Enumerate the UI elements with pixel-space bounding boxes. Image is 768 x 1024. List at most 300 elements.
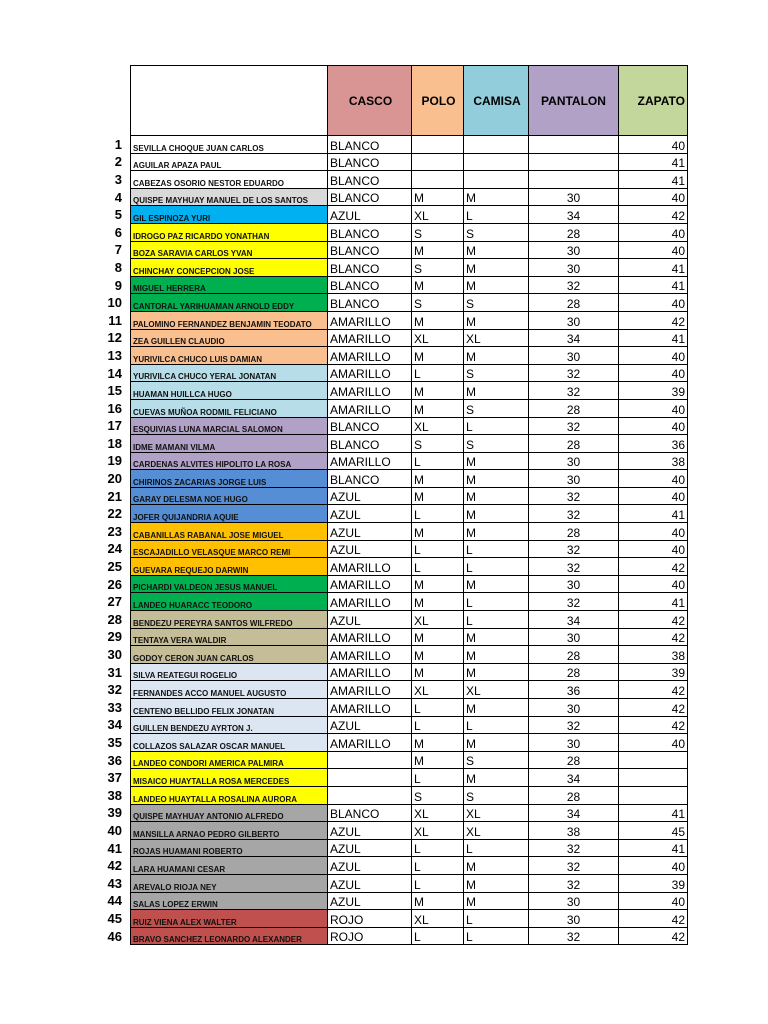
pantalon-cell: 32 xyxy=(529,505,619,523)
casco-cell: AZUL xyxy=(328,822,412,840)
casco-cell xyxy=(328,769,412,787)
casco-cell: BLANCO xyxy=(328,171,412,189)
pantalon-cell xyxy=(529,153,619,171)
casco-cell: AMARILLO xyxy=(328,329,412,347)
employee-name-cell: CHIRINOS ZACARIAS JORGE LUIS xyxy=(131,470,328,488)
row-number: 23 xyxy=(107,523,122,539)
table-row xyxy=(90,628,688,646)
polo-cell: M xyxy=(412,663,464,681)
zapato-header: ZAPATO xyxy=(619,66,688,136)
casco-cell: BLANCO xyxy=(328,136,412,154)
table-row xyxy=(90,435,688,453)
casco-cell: AZUL xyxy=(328,540,412,558)
pantalon-cell: 30 xyxy=(529,699,619,717)
zapato-cell: 40 xyxy=(619,188,688,206)
employee-name-cell: LANDEO HUARACC TEODORO xyxy=(131,593,328,611)
table-row xyxy=(90,364,688,382)
polo-cell: XL xyxy=(412,804,464,822)
row-number: 1 xyxy=(114,136,122,152)
pantalon-cell: 28 xyxy=(529,663,619,681)
employee-name-cell: QUISPE MAYHUAY MANUEL DE LOS SANTOS xyxy=(131,188,328,206)
table-row xyxy=(90,804,688,822)
pantalon-cell: 32 xyxy=(529,540,619,558)
polo-cell: M xyxy=(412,311,464,329)
table-body xyxy=(90,136,688,945)
pantalon-cell: 30 xyxy=(529,241,619,259)
polo-cell: M xyxy=(412,188,464,206)
camisa-cell: XL xyxy=(464,822,529,840)
table-row xyxy=(90,382,688,400)
employee-name-cell: RUIZ VIENA ALEX WALTER xyxy=(131,910,328,928)
row-number: 9 xyxy=(114,277,122,293)
polo-cell: S xyxy=(412,435,464,453)
pantalon-cell: 34 xyxy=(529,611,619,629)
pantalon-cell: 32 xyxy=(529,558,619,576)
casco-cell: AMARILLO xyxy=(328,382,412,400)
zapato-cell: 42 xyxy=(619,628,688,646)
zapato-cell: 40 xyxy=(619,487,688,505)
zapato-cell: 41 xyxy=(619,153,688,171)
employee-name-cell: QUISPE MAYHUAY ANTONIO ALFREDO xyxy=(131,804,328,822)
table-row xyxy=(90,171,688,189)
polo-cell: L xyxy=(412,364,464,382)
camisa-cell: S xyxy=(464,294,529,312)
polo-cell: S xyxy=(412,223,464,241)
camisa-cell: M xyxy=(464,628,529,646)
camisa-cell: M xyxy=(464,347,529,365)
row-number: 12 xyxy=(107,330,122,346)
row-number: 42 xyxy=(107,858,122,874)
row-number: 29 xyxy=(107,629,122,645)
zapato-cell: 40 xyxy=(619,857,688,875)
table-row xyxy=(90,839,688,857)
zapato-cell: 40 xyxy=(619,241,688,259)
polo-cell: L xyxy=(412,769,464,787)
camisa-header: CAMISA xyxy=(464,66,529,136)
zapato-cell xyxy=(619,751,688,769)
row-number: 39 xyxy=(107,805,122,821)
row-number: 14 xyxy=(107,365,122,381)
row-number: 10 xyxy=(107,295,122,311)
zapato-cell: 39 xyxy=(619,663,688,681)
zapato-cell: 41 xyxy=(619,259,688,277)
pantalon-cell xyxy=(529,171,619,189)
pantalon-cell: 30 xyxy=(529,910,619,928)
polo-cell: M xyxy=(412,751,464,769)
casco-cell: AZUL xyxy=(328,206,412,224)
polo-cell: M xyxy=(412,892,464,910)
pantalon-cell: 34 xyxy=(529,329,619,347)
row-number: 17 xyxy=(107,418,122,434)
casco-cell: AMARILLO xyxy=(328,575,412,593)
row-number: 7 xyxy=(114,242,122,258)
pantalon-cell: 30 xyxy=(529,575,619,593)
camisa-cell: S xyxy=(464,364,529,382)
row-number: 22 xyxy=(107,506,122,522)
camisa-cell: S xyxy=(464,223,529,241)
casco-cell: BLANCO xyxy=(328,241,412,259)
polo-cell xyxy=(412,136,464,154)
table-row xyxy=(90,593,688,611)
casco-cell: BLANCO xyxy=(328,276,412,294)
pantalon-cell: 32 xyxy=(529,382,619,400)
employee-name-cell: YURIVILCA CHUCO LUIS DAMIAN xyxy=(131,347,328,365)
table-row xyxy=(90,611,688,629)
employee-name-cell: GIL ESPINOZA YURI xyxy=(131,206,328,224)
polo-cell: L xyxy=(412,558,464,576)
pantalon-cell: 34 xyxy=(529,804,619,822)
row-number: 2 xyxy=(114,154,122,170)
table-row xyxy=(90,786,688,804)
employee-name-cell: CABEZAS OSORIO NESTOR EDUARDO xyxy=(131,171,328,189)
zapato-cell xyxy=(619,769,688,787)
employee-name-cell: SEVILLA CHOQUE JUAN CARLOS xyxy=(131,136,328,154)
employee-name-cell: IDME MAMANI VILMA xyxy=(131,435,328,453)
row-number: 44 xyxy=(107,893,122,909)
table-row xyxy=(90,329,688,347)
camisa-cell: S xyxy=(464,399,529,417)
table-row xyxy=(90,399,688,417)
zapato-cell: 40 xyxy=(619,470,688,488)
pantalon-cell: 28 xyxy=(529,294,619,312)
camisa-cell: M xyxy=(464,892,529,910)
camisa-cell: M xyxy=(464,188,529,206)
casco-cell: ROJO xyxy=(328,927,412,945)
camisa-cell: M xyxy=(464,505,529,523)
employee-name-cell: MIGUEL HERRERA xyxy=(131,276,328,294)
row-number: 34 xyxy=(107,717,122,733)
table-row xyxy=(90,857,688,875)
employee-name-cell: CANTORAL YARIHUAMAN ARNOLD EDDY xyxy=(131,294,328,312)
polo-cell: M xyxy=(412,470,464,488)
table-row xyxy=(90,822,688,840)
polo-cell: L xyxy=(412,452,464,470)
employee-name-cell: MISAICO HUAYTALLA ROSA MERCEDES xyxy=(131,769,328,787)
casco-cell: BLANCO xyxy=(328,294,412,312)
employee-name-cell: COLLAZOS SALAZAR OSCAR MANUEL xyxy=(131,734,328,752)
table-row xyxy=(90,699,688,717)
employee-name-cell: BENDEZU PEREYRA SANTOS WILFREDO xyxy=(131,611,328,629)
pantalon-cell: 32 xyxy=(529,276,619,294)
camisa-cell: L xyxy=(464,593,529,611)
zapato-cell: 40 xyxy=(619,136,688,154)
camisa-cell: XL xyxy=(464,329,529,347)
camisa-cell: S xyxy=(464,751,529,769)
zapato-cell: 40 xyxy=(619,399,688,417)
table-row xyxy=(90,927,688,945)
employee-name-cell: ESCAJADILLO VELASQUE MARCO REMI xyxy=(131,540,328,558)
polo-cell: M xyxy=(412,593,464,611)
camisa-cell: M xyxy=(464,874,529,892)
table-row xyxy=(90,769,688,787)
row-number: 20 xyxy=(107,471,122,487)
pantalon-cell: 32 xyxy=(529,417,619,435)
zapato-cell: 38 xyxy=(619,646,688,664)
employee-name-cell: LANDEO CONDORI AMERICA PALMIRA xyxy=(131,751,328,769)
camisa-cell: L xyxy=(464,910,529,928)
employee-name-cell: ZEA GUILLEN CLAUDIO xyxy=(131,329,328,347)
zapato-cell: 38 xyxy=(619,452,688,470)
row-number: 16 xyxy=(107,400,122,416)
polo-cell: M xyxy=(412,523,464,541)
casco-cell: BLANCO xyxy=(328,153,412,171)
camisa-cell: M xyxy=(464,452,529,470)
pantalon-cell: 28 xyxy=(529,751,619,769)
table-row xyxy=(90,188,688,206)
casco-cell: AMARILLO xyxy=(328,734,412,752)
pantalon-cell: 32 xyxy=(529,839,619,857)
zapato-cell: 40 xyxy=(619,347,688,365)
casco-cell: AZUL xyxy=(328,839,412,857)
zapato-cell: 41 xyxy=(619,804,688,822)
casco-cell: AMARILLO xyxy=(328,558,412,576)
pantalon-cell: 30 xyxy=(529,311,619,329)
table-row xyxy=(90,136,688,154)
camisa-cell: M xyxy=(464,663,529,681)
polo-cell: XL xyxy=(412,329,464,347)
employee-name-cell: AREVALO RIOJA NEY xyxy=(131,874,328,892)
table-row xyxy=(90,892,688,910)
casco-cell xyxy=(328,786,412,804)
pantalon-header: PANTALON xyxy=(529,66,619,136)
row-number: 35 xyxy=(107,734,122,750)
camisa-cell: M xyxy=(464,382,529,400)
row-number: 25 xyxy=(107,559,122,575)
camisa-cell: L xyxy=(464,927,529,945)
table-row xyxy=(90,206,688,224)
pantalon-cell: 32 xyxy=(529,927,619,945)
casco-cell: ROJO xyxy=(328,910,412,928)
zapato-cell: 42 xyxy=(619,716,688,734)
camisa-cell: M xyxy=(464,575,529,593)
pantalon-cell: 28 xyxy=(529,786,619,804)
camisa-cell: M xyxy=(464,523,529,541)
name-header xyxy=(131,66,328,136)
pantalon-cell: 38 xyxy=(529,822,619,840)
camisa-cell xyxy=(464,153,529,171)
row-number: 45 xyxy=(107,910,122,926)
employee-name-cell: FERNANDES ACCO MANUEL AUGUSTO xyxy=(131,681,328,699)
casco-header: CASCO xyxy=(328,66,412,136)
table-row xyxy=(90,241,688,259)
casco-cell xyxy=(328,751,412,769)
polo-cell: M xyxy=(412,575,464,593)
pantalon-cell: 30 xyxy=(529,470,619,488)
camisa-cell: S xyxy=(464,786,529,804)
zapato-cell: 42 xyxy=(619,611,688,629)
pantalon-cell: 34 xyxy=(529,769,619,787)
camisa-cell: M xyxy=(464,470,529,488)
casco-cell: AMARILLO xyxy=(328,364,412,382)
employee-name-cell: CARDENAS ALVITES HIPOLITO LA ROSA xyxy=(131,452,328,470)
casco-cell: AZUL xyxy=(328,523,412,541)
employee-name-cell: SILVA REATEGUI ROGELIO xyxy=(131,663,328,681)
row-number: 36 xyxy=(107,752,122,768)
polo-cell: L xyxy=(412,874,464,892)
table-row xyxy=(90,523,688,541)
polo-cell: XL xyxy=(412,611,464,629)
casco-cell: AMARILLO xyxy=(328,646,412,664)
polo-cell: M xyxy=(412,646,464,664)
polo-cell: L xyxy=(412,505,464,523)
casco-cell: AZUL xyxy=(328,716,412,734)
polo-header: POLO xyxy=(412,66,464,136)
zapato-cell: 40 xyxy=(619,294,688,312)
zapato-cell: 39 xyxy=(619,874,688,892)
employee-name-cell: GUEVARA REQUEJO DARWIN xyxy=(131,558,328,576)
row-number: 46 xyxy=(107,928,122,944)
employee-name-cell: TENTAYA VERA WALDIR xyxy=(131,628,328,646)
zapato-cell: 40 xyxy=(619,734,688,752)
table-row xyxy=(90,558,688,576)
row-number: 24 xyxy=(107,541,122,557)
row-number: 28 xyxy=(107,611,122,627)
zapato-cell: 41 xyxy=(619,276,688,294)
pantalon-cell: 30 xyxy=(529,347,619,365)
row-number: 13 xyxy=(107,347,122,363)
pantalon-cell: 30 xyxy=(529,452,619,470)
employee-name-cell: YURIVILCA CHUCO YERAL JONATAN xyxy=(131,364,328,382)
row-number: 30 xyxy=(107,647,122,663)
employee-name-cell: GUILLEN BENDEZU AYRTON J. xyxy=(131,716,328,734)
employee-name-cell: SALAS LOPEZ ERWIN xyxy=(131,892,328,910)
pantalon-cell: 30 xyxy=(529,892,619,910)
pantalon-cell: 28 xyxy=(529,435,619,453)
pantalon-cell: 32 xyxy=(529,487,619,505)
camisa-cell: L xyxy=(464,839,529,857)
table-row xyxy=(90,540,688,558)
polo-cell: XL xyxy=(412,417,464,435)
row-number: 15 xyxy=(107,383,122,399)
zapato-cell: 40 xyxy=(619,575,688,593)
employee-name-cell: CHINCHAY CONCEPCION JOSE xyxy=(131,259,328,277)
employee-name-cell: BOZA SARAVIA CARLOS YVAN xyxy=(131,241,328,259)
pantalon-cell: 32 xyxy=(529,874,619,892)
camisa-cell: M xyxy=(464,769,529,787)
zapato-cell: 42 xyxy=(619,927,688,945)
table-row xyxy=(90,487,688,505)
pantalon-cell: 30 xyxy=(529,188,619,206)
polo-cell xyxy=(412,153,464,171)
casco-cell: AMARILLO xyxy=(328,699,412,717)
camisa-cell: L xyxy=(464,417,529,435)
row-number: 43 xyxy=(107,875,122,891)
zapato-cell xyxy=(619,786,688,804)
casco-cell: AZUL xyxy=(328,611,412,629)
row-number: 11 xyxy=(108,312,122,328)
casco-cell: BLANCO xyxy=(328,417,412,435)
camisa-cell: M xyxy=(464,487,529,505)
pantalon-cell: 32 xyxy=(529,593,619,611)
row-number: 37 xyxy=(107,770,122,786)
polo-cell: XL xyxy=(412,822,464,840)
employee-name-cell: LARA HUAMANI CESAR xyxy=(131,857,328,875)
camisa-cell: XL xyxy=(464,804,529,822)
camisa-cell: M xyxy=(464,311,529,329)
polo-cell: M xyxy=(412,382,464,400)
camisa-cell: M xyxy=(464,646,529,664)
pantalon-cell: 30 xyxy=(529,259,619,277)
row-number: 19 xyxy=(107,453,122,469)
row-number: 40 xyxy=(107,822,122,838)
casco-cell: AZUL xyxy=(328,874,412,892)
polo-cell: XL xyxy=(412,910,464,928)
pantalon-cell: 36 xyxy=(529,681,619,699)
row-number: 21 xyxy=(107,488,122,504)
zapato-cell: 40 xyxy=(619,223,688,241)
table-row xyxy=(90,347,688,365)
row-number: 3 xyxy=(114,171,122,187)
pantalon-cell: 30 xyxy=(529,628,619,646)
camisa-cell: M xyxy=(464,276,529,294)
row-number: 26 xyxy=(107,576,122,592)
employee-name-cell: CUEVAS MUÑOA RODMIL FELICIANO xyxy=(131,399,328,417)
polo-cell: L xyxy=(412,857,464,875)
zapato-cell: 40 xyxy=(619,523,688,541)
zapato-cell: 40 xyxy=(619,417,688,435)
table-row xyxy=(90,276,688,294)
pantalon-cell: 32 xyxy=(529,716,619,734)
casco-cell: AMARILLO xyxy=(328,628,412,646)
casco-cell: BLANCO xyxy=(328,223,412,241)
polo-cell xyxy=(412,171,464,189)
zapato-cell: 42 xyxy=(619,681,688,699)
polo-cell: M xyxy=(412,487,464,505)
zapato-cell: 40 xyxy=(619,892,688,910)
camisa-cell: L xyxy=(464,558,529,576)
casco-cell: AMARILLO xyxy=(328,663,412,681)
camisa-cell: M xyxy=(464,699,529,717)
polo-cell: M xyxy=(412,241,464,259)
casco-cell: BLANCO xyxy=(328,259,412,277)
row-number: 33 xyxy=(107,699,122,715)
table-row xyxy=(90,311,688,329)
polo-cell: M xyxy=(412,347,464,365)
table-row xyxy=(90,734,688,752)
polo-cell: L xyxy=(412,927,464,945)
camisa-cell xyxy=(464,171,529,189)
row-number: 41 xyxy=(107,840,122,856)
casco-cell: AMARILLO xyxy=(328,311,412,329)
polo-cell: M xyxy=(412,399,464,417)
table-row xyxy=(90,716,688,734)
employee-name-cell: JOFER QUIJANDRIA AQUIE xyxy=(131,505,328,523)
table-row xyxy=(90,575,688,593)
zapato-cell: 42 xyxy=(619,311,688,329)
polo-cell: S xyxy=(412,294,464,312)
table-row xyxy=(90,646,688,664)
row-number: 27 xyxy=(107,594,122,610)
employee-name-cell: PALOMINO FERNANDEZ BENJAMIN TEODATO xyxy=(131,311,328,329)
polo-cell: M xyxy=(412,628,464,646)
casco-cell: BLANCO xyxy=(328,470,412,488)
polo-cell: L xyxy=(412,839,464,857)
camisa-cell: L xyxy=(464,540,529,558)
table-row xyxy=(90,751,688,769)
pantalon-cell: 28 xyxy=(529,523,619,541)
zapato-cell: 42 xyxy=(619,206,688,224)
polo-cell: M xyxy=(412,276,464,294)
table-row xyxy=(90,681,688,699)
header-row xyxy=(90,66,688,136)
uniform-size-table xyxy=(90,65,688,945)
camisa-cell: M xyxy=(464,734,529,752)
employee-name-cell: HUAMAN HUILLCA HUGO xyxy=(131,382,328,400)
polo-cell: L xyxy=(412,540,464,558)
casco-cell: AMARILLO xyxy=(328,399,412,417)
camisa-cell: L xyxy=(464,206,529,224)
camisa-cell xyxy=(464,136,529,154)
